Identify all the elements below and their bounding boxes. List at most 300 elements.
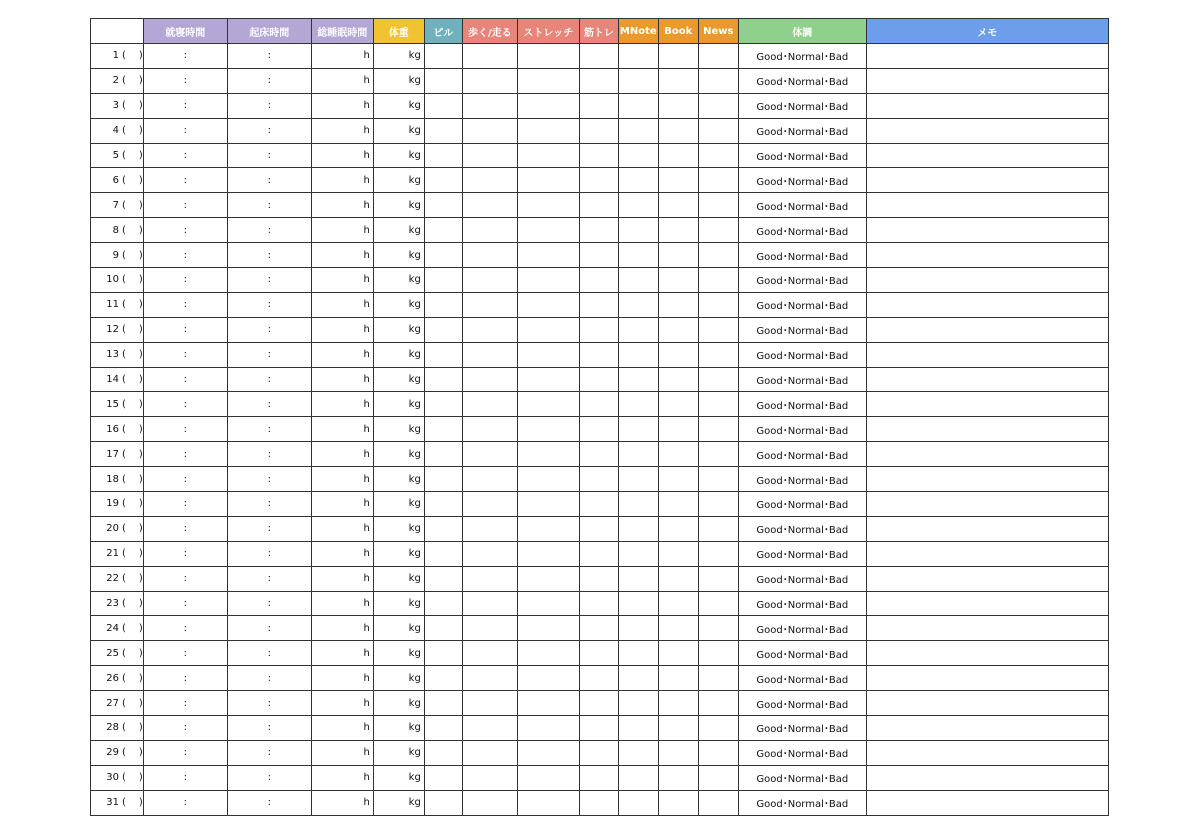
muscle-cell[interactable] [579, 317, 618, 342]
walk-run-cell[interactable] [462, 691, 517, 716]
condition-cell[interactable]: Good･Normal･Bad [738, 666, 866, 691]
pill-cell[interactable] [424, 143, 462, 168]
book-cell[interactable] [658, 566, 698, 591]
weight-cell[interactable]: kg [373, 765, 424, 790]
book-cell[interactable] [658, 790, 698, 815]
muscle-cell[interactable] [579, 93, 618, 118]
condition-cell[interactable]: Good･Normal･Bad [738, 367, 866, 392]
stretch-cell[interactable] [517, 93, 579, 118]
weight-cell[interactable]: kg [373, 292, 424, 317]
muscle-cell[interactable] [579, 243, 618, 268]
news-cell[interactable] [698, 566, 738, 591]
pill-cell[interactable] [424, 740, 462, 765]
mnote-cell[interactable] [618, 566, 658, 591]
bedtime-cell[interactable]: : [143, 118, 227, 143]
condition-cell[interactable]: Good･Normal･Bad [738, 292, 866, 317]
weight-cell[interactable]: kg [373, 342, 424, 367]
total-sleep-cell[interactable]: h [311, 467, 373, 492]
muscle-cell[interactable] [579, 566, 618, 591]
condition-cell[interactable]: Good･Normal･Bad [738, 516, 866, 541]
weight-cell[interactable]: kg [373, 467, 424, 492]
bedtime-cell[interactable]: : [143, 218, 227, 243]
condition-cell[interactable]: Good･Normal･Bad [738, 716, 866, 741]
walk-run-cell[interactable] [462, 317, 517, 342]
muscle-cell[interactable] [579, 268, 618, 293]
weight-cell[interactable]: kg [373, 541, 424, 566]
bedtime-cell[interactable]: : [143, 492, 227, 517]
walk-run-cell[interactable] [462, 492, 517, 517]
total-sleep-cell[interactable]: h [311, 492, 373, 517]
bedtime-cell[interactable]: : [143, 790, 227, 815]
total-sleep-cell[interactable]: h [311, 591, 373, 616]
bedtime-cell[interactable]: : [143, 566, 227, 591]
weight-cell[interactable]: kg [373, 168, 424, 193]
stretch-cell[interactable] [517, 740, 579, 765]
bedtime-cell[interactable]: : [143, 68, 227, 93]
walk-run-cell[interactable] [462, 442, 517, 467]
stretch-cell[interactable] [517, 168, 579, 193]
weight-cell[interactable]: kg [373, 243, 424, 268]
condition-cell[interactable]: Good･Normal･Bad [738, 566, 866, 591]
muscle-cell[interactable] [579, 716, 618, 741]
memo-cell[interactable] [866, 68, 1108, 93]
weight-cell[interactable]: kg [373, 666, 424, 691]
total-sleep-cell[interactable]: h [311, 616, 373, 641]
walk-run-cell[interactable] [462, 93, 517, 118]
pill-cell[interactable] [424, 417, 462, 442]
pill-cell[interactable] [424, 716, 462, 741]
condition-cell[interactable]: Good･Normal･Bad [738, 765, 866, 790]
mnote-cell[interactable] [618, 342, 658, 367]
memo-cell[interactable] [866, 740, 1108, 765]
news-cell[interactable] [698, 740, 738, 765]
memo-cell[interactable] [866, 392, 1108, 417]
total-sleep-cell[interactable]: h [311, 93, 373, 118]
condition-cell[interactable]: Good･Normal･Bad [738, 591, 866, 616]
memo-cell[interactable] [866, 168, 1108, 193]
condition-cell[interactable]: Good･Normal･Bad [738, 492, 866, 517]
total-sleep-cell[interactable]: h [311, 541, 373, 566]
muscle-cell[interactable] [579, 417, 618, 442]
walk-run-cell[interactable] [462, 392, 517, 417]
total-sleep-cell[interactable]: h [311, 691, 373, 716]
book-cell[interactable] [658, 268, 698, 293]
pill-cell[interactable] [424, 118, 462, 143]
book-cell[interactable] [658, 467, 698, 492]
walk-run-cell[interactable] [462, 417, 517, 442]
wakeup-cell[interactable]: : [227, 342, 311, 367]
pill-cell[interactable] [424, 193, 462, 218]
walk-run-cell[interactable] [462, 243, 517, 268]
memo-cell[interactable] [866, 243, 1108, 268]
news-cell[interactable] [698, 317, 738, 342]
stretch-cell[interactable] [517, 193, 579, 218]
pill-cell[interactable] [424, 317, 462, 342]
wakeup-cell[interactable]: : [227, 168, 311, 193]
news-cell[interactable] [698, 516, 738, 541]
condition-cell[interactable]: Good･Normal･Bad [738, 243, 866, 268]
news-cell[interactable] [698, 68, 738, 93]
walk-run-cell[interactable] [462, 143, 517, 168]
bedtime-cell[interactable]: : [143, 168, 227, 193]
wakeup-cell[interactable]: : [227, 541, 311, 566]
walk-run-cell[interactable] [462, 292, 517, 317]
bedtime-cell[interactable]: : [143, 392, 227, 417]
muscle-cell[interactable] [579, 193, 618, 218]
book-cell[interactable] [658, 417, 698, 442]
stretch-cell[interactable] [517, 292, 579, 317]
news-cell[interactable] [698, 467, 738, 492]
wakeup-cell[interactable]: : [227, 467, 311, 492]
news-cell[interactable] [698, 541, 738, 566]
condition-cell[interactable]: Good･Normal･Bad [738, 616, 866, 641]
walk-run-cell[interactable] [462, 641, 517, 666]
muscle-cell[interactable] [579, 591, 618, 616]
pill-cell[interactable] [424, 243, 462, 268]
walk-run-cell[interactable] [462, 566, 517, 591]
walk-run-cell[interactable] [462, 591, 517, 616]
book-cell[interactable] [658, 716, 698, 741]
news-cell[interactable] [698, 641, 738, 666]
memo-cell[interactable] [866, 268, 1108, 293]
pill-cell[interactable] [424, 218, 462, 243]
muscle-cell[interactable] [579, 342, 618, 367]
muscle-cell[interactable] [579, 492, 618, 517]
weight-cell[interactable]: kg [373, 716, 424, 741]
memo-cell[interactable] [866, 417, 1108, 442]
pill-cell[interactable] [424, 641, 462, 666]
pill-cell[interactable] [424, 268, 462, 293]
stretch-cell[interactable] [517, 616, 579, 641]
news-cell[interactable] [698, 143, 738, 168]
news-cell[interactable] [698, 691, 738, 716]
muscle-cell[interactable] [579, 666, 618, 691]
stretch-cell[interactable] [517, 566, 579, 591]
memo-cell[interactable] [866, 467, 1108, 492]
stretch-cell[interactable] [517, 317, 579, 342]
stretch-cell[interactable] [517, 516, 579, 541]
total-sleep-cell[interactable]: h [311, 740, 373, 765]
stretch-cell[interactable] [517, 442, 579, 467]
book-cell[interactable] [658, 666, 698, 691]
wakeup-cell[interactable]: : [227, 641, 311, 666]
total-sleep-cell[interactable]: h [311, 193, 373, 218]
walk-run-cell[interactable] [462, 168, 517, 193]
mnote-cell[interactable] [618, 740, 658, 765]
memo-cell[interactable] [866, 342, 1108, 367]
total-sleep-cell[interactable]: h [311, 367, 373, 392]
bedtime-cell[interactable]: : [143, 317, 227, 342]
walk-run-cell[interactable] [462, 467, 517, 492]
mnote-cell[interactable] [618, 641, 658, 666]
pill-cell[interactable] [424, 765, 462, 790]
wakeup-cell[interactable]: : [227, 740, 311, 765]
mnote-cell[interactable] [618, 716, 658, 741]
book-cell[interactable] [658, 193, 698, 218]
pill-cell[interactable] [424, 392, 462, 417]
memo-cell[interactable] [866, 666, 1108, 691]
muscle-cell[interactable] [579, 218, 618, 243]
news-cell[interactable] [698, 591, 738, 616]
book-cell[interactable] [658, 442, 698, 467]
muscle-cell[interactable] [579, 292, 618, 317]
memo-cell[interactable] [866, 143, 1108, 168]
mnote-cell[interactable] [618, 666, 658, 691]
muscle-cell[interactable] [579, 442, 618, 467]
pill-cell[interactable] [424, 591, 462, 616]
pill-cell[interactable] [424, 516, 462, 541]
muscle-cell[interactable] [579, 740, 618, 765]
bedtime-cell[interactable]: : [143, 467, 227, 492]
memo-cell[interactable] [866, 765, 1108, 790]
pill-cell[interactable] [424, 442, 462, 467]
mnote-cell[interactable] [618, 268, 658, 293]
muscle-cell[interactable] [579, 641, 618, 666]
book-cell[interactable] [658, 541, 698, 566]
muscle-cell[interactable] [579, 616, 618, 641]
wakeup-cell[interactable]: : [227, 666, 311, 691]
mnote-cell[interactable] [618, 392, 658, 417]
weight-cell[interactable]: kg [373, 616, 424, 641]
mnote-cell[interactable] [618, 44, 658, 69]
wakeup-cell[interactable]: : [227, 292, 311, 317]
walk-run-cell[interactable] [462, 193, 517, 218]
total-sleep-cell[interactable]: h [311, 392, 373, 417]
book-cell[interactable] [658, 392, 698, 417]
book-cell[interactable] [658, 292, 698, 317]
book-cell[interactable] [658, 68, 698, 93]
bedtime-cell[interactable]: : [143, 616, 227, 641]
total-sleep-cell[interactable]: h [311, 68, 373, 93]
condition-cell[interactable]: Good･Normal･Bad [738, 342, 866, 367]
news-cell[interactable] [698, 118, 738, 143]
condition-cell[interactable]: Good･Normal･Bad [738, 691, 866, 716]
pill-cell[interactable] [424, 790, 462, 815]
memo-cell[interactable] [866, 566, 1108, 591]
memo-cell[interactable] [866, 218, 1108, 243]
bedtime-cell[interactable]: : [143, 44, 227, 69]
mnote-cell[interactable] [618, 143, 658, 168]
mnote-cell[interactable] [618, 442, 658, 467]
book-cell[interactable] [658, 342, 698, 367]
walk-run-cell[interactable] [462, 516, 517, 541]
muscle-cell[interactable] [579, 790, 618, 815]
stretch-cell[interactable] [517, 467, 579, 492]
pill-cell[interactable] [424, 566, 462, 591]
weight-cell[interactable]: kg [373, 68, 424, 93]
wakeup-cell[interactable]: : [227, 790, 311, 815]
mnote-cell[interactable] [618, 516, 658, 541]
weight-cell[interactable]: kg [373, 93, 424, 118]
condition-cell[interactable]: Good･Normal･Bad [738, 168, 866, 193]
news-cell[interactable] [698, 367, 738, 392]
wakeup-cell[interactable]: : [227, 93, 311, 118]
bedtime-cell[interactable]: : [143, 93, 227, 118]
stretch-cell[interactable] [517, 68, 579, 93]
mnote-cell[interactable] [618, 790, 658, 815]
news-cell[interactable] [698, 243, 738, 268]
muscle-cell[interactable] [579, 765, 618, 790]
condition-cell[interactable]: Good･Normal･Bad [738, 93, 866, 118]
memo-cell[interactable] [866, 691, 1108, 716]
walk-run-cell[interactable] [462, 68, 517, 93]
weight-cell[interactable]: kg [373, 740, 424, 765]
weight-cell[interactable]: kg [373, 591, 424, 616]
pill-cell[interactable] [424, 68, 462, 93]
wakeup-cell[interactable]: : [227, 417, 311, 442]
muscle-cell[interactable] [579, 516, 618, 541]
total-sleep-cell[interactable]: h [311, 417, 373, 442]
book-cell[interactable] [658, 143, 698, 168]
weight-cell[interactable]: kg [373, 268, 424, 293]
total-sleep-cell[interactable]: h [311, 765, 373, 790]
total-sleep-cell[interactable]: h [311, 666, 373, 691]
news-cell[interactable] [698, 44, 738, 69]
total-sleep-cell[interactable]: h [311, 641, 373, 666]
book-cell[interactable] [658, 44, 698, 69]
memo-cell[interactable] [866, 790, 1108, 815]
walk-run-cell[interactable] [462, 616, 517, 641]
news-cell[interactable] [698, 716, 738, 741]
news-cell[interactable] [698, 342, 738, 367]
muscle-cell[interactable] [579, 118, 618, 143]
pill-cell[interactable] [424, 541, 462, 566]
total-sleep-cell[interactable]: h [311, 218, 373, 243]
bedtime-cell[interactable]: : [143, 268, 227, 293]
wakeup-cell[interactable]: : [227, 616, 311, 641]
mnote-cell[interactable] [618, 467, 658, 492]
total-sleep-cell[interactable]: h [311, 268, 373, 293]
bedtime-cell[interactable]: : [143, 516, 227, 541]
total-sleep-cell[interactable]: h [311, 342, 373, 367]
mnote-cell[interactable] [618, 541, 658, 566]
condition-cell[interactable]: Good･Normal･Bad [738, 143, 866, 168]
condition-cell[interactable]: Good･Normal･Bad [738, 68, 866, 93]
walk-run-cell[interactable] [462, 367, 517, 392]
total-sleep-cell[interactable]: h [311, 317, 373, 342]
bedtime-cell[interactable]: : [143, 367, 227, 392]
total-sleep-cell[interactable]: h [311, 790, 373, 815]
wakeup-cell[interactable]: : [227, 193, 311, 218]
wakeup-cell[interactable]: : [227, 44, 311, 69]
total-sleep-cell[interactable]: h [311, 118, 373, 143]
weight-cell[interactable]: kg [373, 118, 424, 143]
book-cell[interactable] [658, 93, 698, 118]
bedtime-cell[interactable]: : [143, 442, 227, 467]
mnote-cell[interactable] [618, 243, 658, 268]
walk-run-cell[interactable] [462, 790, 517, 815]
bedtime-cell[interactable]: : [143, 541, 227, 566]
wakeup-cell[interactable]: : [227, 442, 311, 467]
book-cell[interactable] [658, 218, 698, 243]
wakeup-cell[interactable]: : [227, 516, 311, 541]
wakeup-cell[interactable]: : [227, 392, 311, 417]
wakeup-cell[interactable]: : [227, 492, 311, 517]
bedtime-cell[interactable]: : [143, 691, 227, 716]
walk-run-cell[interactable] [462, 268, 517, 293]
mnote-cell[interactable] [618, 218, 658, 243]
wakeup-cell[interactable]: : [227, 118, 311, 143]
wakeup-cell[interactable]: : [227, 691, 311, 716]
condition-cell[interactable]: Good･Normal･Bad [738, 541, 866, 566]
memo-cell[interactable] [866, 716, 1108, 741]
book-cell[interactable] [658, 317, 698, 342]
stretch-cell[interactable] [517, 666, 579, 691]
condition-cell[interactable]: Good･Normal･Bad [738, 417, 866, 442]
bedtime-cell[interactable]: : [143, 591, 227, 616]
bedtime-cell[interactable]: : [143, 193, 227, 218]
mnote-cell[interactable] [618, 691, 658, 716]
weight-cell[interactable]: kg [373, 691, 424, 716]
total-sleep-cell[interactable]: h [311, 168, 373, 193]
book-cell[interactable] [658, 492, 698, 517]
stretch-cell[interactable] [517, 492, 579, 517]
stretch-cell[interactable] [517, 342, 579, 367]
pill-cell[interactable] [424, 467, 462, 492]
memo-cell[interactable] [866, 93, 1108, 118]
condition-cell[interactable]: Good･Normal･Bad [738, 317, 866, 342]
condition-cell[interactable]: Good･Normal･Bad [738, 44, 866, 69]
weight-cell[interactable]: kg [373, 392, 424, 417]
total-sleep-cell[interactable]: h [311, 243, 373, 268]
mnote-cell[interactable] [618, 417, 658, 442]
mnote-cell[interactable] [618, 193, 658, 218]
condition-cell[interactable]: Good･Normal･Bad [738, 442, 866, 467]
news-cell[interactable] [698, 268, 738, 293]
memo-cell[interactable] [866, 516, 1108, 541]
muscle-cell[interactable] [579, 367, 618, 392]
memo-cell[interactable] [866, 317, 1108, 342]
muscle-cell[interactable] [579, 691, 618, 716]
wakeup-cell[interactable]: : [227, 566, 311, 591]
weight-cell[interactable]: kg [373, 442, 424, 467]
book-cell[interactable] [658, 591, 698, 616]
book-cell[interactable] [658, 616, 698, 641]
book-cell[interactable] [658, 118, 698, 143]
bedtime-cell[interactable]: : [143, 740, 227, 765]
walk-run-cell[interactable] [462, 44, 517, 69]
pill-cell[interactable] [424, 342, 462, 367]
mnote-cell[interactable] [618, 765, 658, 790]
news-cell[interactable] [698, 442, 738, 467]
book-cell[interactable] [658, 691, 698, 716]
condition-cell[interactable]: Good･Normal･Bad [738, 118, 866, 143]
weight-cell[interactable]: kg [373, 317, 424, 342]
memo-cell[interactable] [866, 118, 1108, 143]
mnote-cell[interactable] [618, 591, 658, 616]
memo-cell[interactable] [866, 193, 1108, 218]
total-sleep-cell[interactable]: h [311, 442, 373, 467]
memo-cell[interactable] [866, 44, 1108, 69]
walk-run-cell[interactable] [462, 716, 517, 741]
pill-cell[interactable] [424, 168, 462, 193]
memo-cell[interactable] [866, 442, 1108, 467]
pill-cell[interactable] [424, 616, 462, 641]
mnote-cell[interactable] [618, 367, 658, 392]
stretch-cell[interactable] [517, 243, 579, 268]
book-cell[interactable] [658, 740, 698, 765]
stretch-cell[interactable] [517, 218, 579, 243]
weight-cell[interactable]: kg [373, 417, 424, 442]
condition-cell[interactable]: Good･Normal･Bad [738, 790, 866, 815]
book-cell[interactable] [658, 243, 698, 268]
stretch-cell[interactable] [517, 691, 579, 716]
mnote-cell[interactable] [618, 492, 658, 517]
news-cell[interactable] [698, 765, 738, 790]
pill-cell[interactable] [424, 492, 462, 517]
wakeup-cell[interactable]: : [227, 243, 311, 268]
memo-cell[interactable] [866, 367, 1108, 392]
